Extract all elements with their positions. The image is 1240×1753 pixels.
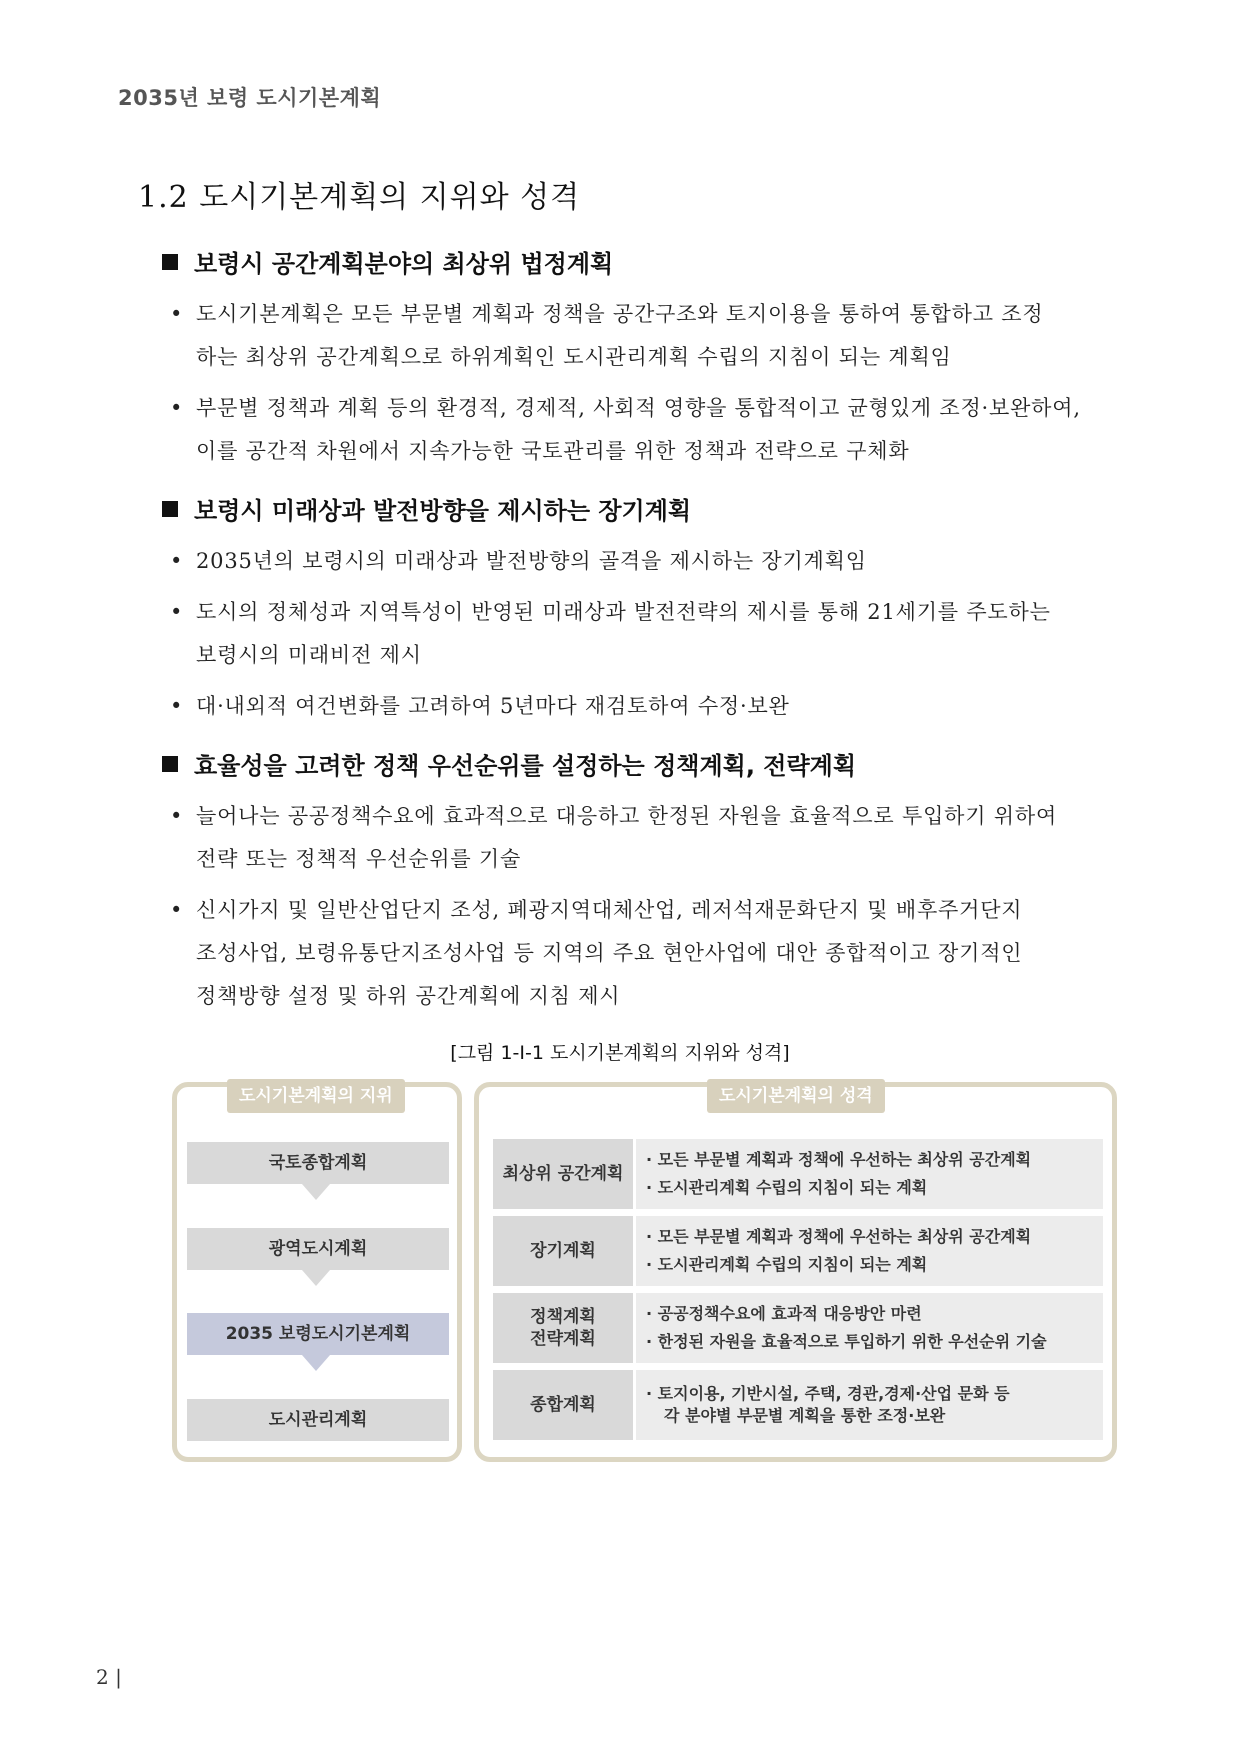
section-title: 1.2 도시기본계획의 지위와 성격 bbox=[138, 180, 581, 215]
row-item-text: 공공정책수요에 효과적 대응방안 마련 bbox=[657, 1304, 922, 1323]
figure-caption: [그림 1-Ⅰ-1 도시기본계획의 지위와 성격] bbox=[450, 1042, 790, 1064]
row-description bbox=[636, 1293, 1103, 1363]
bullet-line: • 도시기본계획은 모든 부문별 계획과 정책을 공간구조와 토지이용을 통하여 통합하고 조정 bbox=[196, 302, 1044, 326]
bullet-line: • 부문별 정책과 계획 등의 환경적, 경제적, 사회적 영향을 통합적이고 균형있게 조정·보완하여, bbox=[196, 396, 1081, 420]
character-row bbox=[493, 1293, 1103, 1363]
bullet-item bbox=[162, 540, 1132, 583]
row-item-text: 모든 부문별 계획과 정책에 우선하는 최상위 공간계획 bbox=[657, 1150, 1032, 1169]
row-label-line: 최상위 공간계획 bbox=[502, 1164, 624, 1184]
row-item: · 한정된 자원을 효율적으로 투입하기 위한 우선순위 기술 bbox=[646, 1332, 1047, 1351]
plan-box: 도시관리계획 bbox=[187, 1399, 449, 1441]
status-panel-title: 도시기본계획의 지위 bbox=[227, 1079, 405, 1113]
section-group bbox=[162, 746, 1132, 1018]
square-bullet-icon bbox=[162, 501, 178, 517]
subheading-text: 보령시 공간계획분야의 최상위 법정계획 bbox=[194, 250, 614, 278]
row-description bbox=[636, 1216, 1103, 1286]
bullet-item bbox=[162, 889, 1132, 1018]
bullet-item bbox=[162, 387, 1132, 473]
body-content bbox=[162, 244, 1132, 1036]
bullet-line: • 2035년의 보령시의 미래상과 발전방향의 골격을 제시하는 장기계획임 bbox=[196, 549, 867, 573]
bullet-line: • 대·내외적 여건변화를 고려하여 5년마다 재검토하여 수정·보완 bbox=[196, 694, 790, 718]
row-item: · 토지이용, 기반시설, 주택, 경관,경제·산업 문화 등 bbox=[646, 1384, 1010, 1403]
bullet-line: • 늘어나는 공공정책수요에 효과적으로 대응하고 한정된 자원을 효율적으로 투입하기 위하여 bbox=[196, 804, 1058, 828]
subheading-text: 효율성을 고려한 정책 우선순위를 설정하는 정책계획, 전략계획 bbox=[194, 752, 857, 780]
bullet-line: 하는 최상위 공간계획으로 하위계획인 도시관리계획 수립의 지침이 되는 계획임 bbox=[196, 345, 952, 369]
bullet-item bbox=[162, 795, 1132, 881]
row-item: · 도시관리계획 수립의 지침이 되는 계획 bbox=[646, 1178, 928, 1197]
row-item-text: 한정된 자원을 효율적으로 투입하기 위한 우선순위 기술 bbox=[657, 1332, 1047, 1351]
row-label-line: 정책계획 bbox=[530, 1307, 596, 1327]
page-number: 2 | bbox=[96, 1665, 122, 1689]
row-item: · 공공정책수요에 효과적 대응방안 마련 bbox=[646, 1304, 922, 1323]
row-label bbox=[493, 1139, 633, 1209]
subheading bbox=[162, 244, 1132, 279]
character-row bbox=[493, 1139, 1103, 1209]
row-item-text: 도시관리계획 수립의 지침이 되는 계획 bbox=[657, 1255, 928, 1274]
bullet-line: 전략 또는 정책적 우선순위를 기술 bbox=[196, 847, 522, 871]
section-group bbox=[162, 491, 1132, 728]
bullet-line: 정책방향 설정 및 하위 공간계획에 지침 제시 bbox=[196, 984, 621, 1008]
row-item-text: 도시관리계획 수립의 지침이 되는 계획 bbox=[657, 1178, 928, 1197]
row-item: · 모든 부문별 계획과 정책에 우선하는 최상위 공간계획 bbox=[646, 1227, 1032, 1246]
row-label bbox=[493, 1216, 633, 1286]
running-header: 2035년 보령 도시기본계획 bbox=[118, 86, 382, 110]
plan-box: 국토종합계획 bbox=[187, 1142, 449, 1184]
bullet-item bbox=[162, 685, 1132, 728]
row-description bbox=[636, 1139, 1103, 1209]
subheading bbox=[162, 746, 1132, 781]
row-label bbox=[493, 1293, 633, 1363]
character-panel bbox=[474, 1082, 1117, 1462]
bullet-line: • 신시가지 및 일반산업단지 조성, 폐광지역대체산업, 레저석재문화단지 및 배후주거단지 bbox=[196, 898, 1023, 922]
down-arrow-icon bbox=[302, 1184, 330, 1200]
plan-box-highlighted: 2035 보령도시기본계획 bbox=[187, 1313, 449, 1355]
bullet-line: 조성사업, 보령유통단지조성사업 등 지역의 주요 현안사업에 대안 종합적이고 장기적인 bbox=[196, 941, 1023, 965]
bullet-item bbox=[162, 293, 1132, 379]
section-group bbox=[162, 244, 1132, 473]
row-label-line: 장기계획 bbox=[530, 1241, 596, 1261]
bullet-item bbox=[162, 591, 1132, 677]
down-arrow-icon bbox=[302, 1355, 330, 1371]
bullet-line: 보령시의 미래비전 제시 bbox=[196, 643, 422, 667]
bullet-line: 이를 공간적 차원에서 지속가능한 국토관리를 위한 정책과 전략으로 구체화 bbox=[196, 439, 910, 463]
character-row bbox=[493, 1216, 1103, 1286]
subheading-text: 보령시 미래상과 발전방향을 제시하는 장기계획 bbox=[194, 497, 692, 525]
status-panel bbox=[172, 1082, 462, 1462]
row-label bbox=[493, 1370, 633, 1440]
row-item-text: 모든 부문별 계획과 정책에 우선하는 최상위 공간계획 bbox=[657, 1227, 1032, 1246]
row-label-line: 종합계획 bbox=[530, 1395, 596, 1415]
row-item: · 모든 부문별 계획과 정책에 우선하는 최상위 공간계획 bbox=[646, 1150, 1032, 1169]
row-item: · 도시관리계획 수립의 지침이 되는 계획 bbox=[646, 1255, 928, 1274]
row-label-line: 전략계획 bbox=[530, 1329, 596, 1349]
character-panel-title: 도시기본계획의 성격 bbox=[707, 1079, 885, 1113]
square-bullet-icon bbox=[162, 756, 178, 772]
plan-box: 광역도시계획 bbox=[187, 1228, 449, 1270]
row-description bbox=[636, 1370, 1103, 1440]
row-item-text: 토지이용, 기반시설, 주택, 경관,경제·산업 문화 등 bbox=[657, 1384, 1010, 1403]
row-item-continuation: 각 분야별 부문별 계획을 통한 조정·보완 bbox=[664, 1406, 946, 1425]
subheading bbox=[162, 491, 1132, 526]
character-row bbox=[493, 1370, 1103, 1440]
down-arrow-icon bbox=[302, 1270, 330, 1286]
bullet-line: • 도시의 정체성과 지역특성이 반영된 미래상과 발전전략의 제시를 통해 21세기를 주도하는 bbox=[196, 600, 1051, 624]
square-bullet-icon bbox=[162, 254, 178, 270]
